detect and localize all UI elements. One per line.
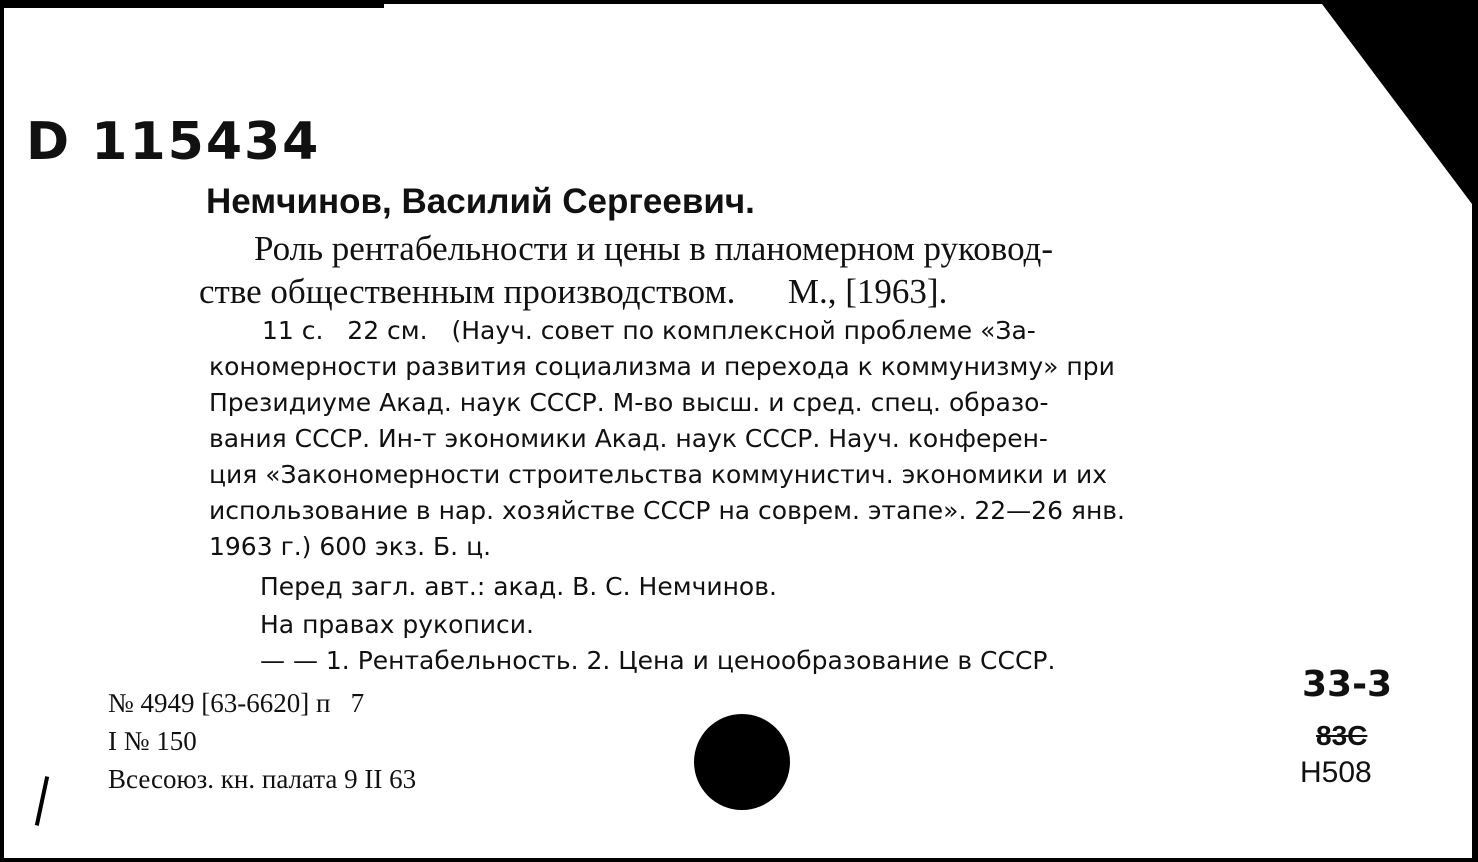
description-line-5: ция «Закономерности строительства коммунистич. экономики и их bbox=[209, 460, 1107, 489]
description-line-4: вания СССР. Ин-т экономики Акад. наук СССР. Науч. конферен- bbox=[209, 424, 1048, 453]
note-author-statement: Перед загл. авт.: акад. В. С. Немчинов. bbox=[260, 572, 777, 601]
punch-hole bbox=[694, 714, 790, 810]
classification-handwritten: 33-3 bbox=[1302, 664, 1393, 705]
title-line-1: Роль рентабельности и цены в планомерном руковод- bbox=[254, 229, 1054, 268]
description-line-6: использование в нар. хозяйстве СССР на соврем. этапе». 22—26 янв. bbox=[209, 496, 1125, 525]
registry-line-3: Всесоюз. кн. палата 9 II 63 bbox=[108, 764, 417, 794]
note-subject-headings: — — 1. Рентабельность. 2. Цена и ценообразование в СССР. bbox=[260, 646, 1056, 675]
description-line-7: 1963 г.) 600 экз. Б. ц. bbox=[209, 532, 492, 561]
shelf-code: Н508 bbox=[1300, 756, 1372, 789]
description-line-2: кономерности развития социализма и перехода к коммунизму» при bbox=[209, 352, 1115, 381]
author-heading: Немчинов, Василий Сергеевич. bbox=[206, 182, 755, 221]
registry-line-1: № 4949 [63-6620] п 7 bbox=[108, 688, 365, 718]
cut-corner bbox=[1322, 4, 1472, 204]
classification-struck: 83С bbox=[1316, 720, 1368, 751]
margin-pen-stroke bbox=[35, 776, 49, 826]
description-line-1: 11 с. 22 см. (Науч. совет по комплексной проблеме «За- bbox=[262, 316, 1036, 345]
top-edge-mark bbox=[4, 4, 384, 8]
title-line-2: стве общественным производством. М., [1963]. bbox=[199, 272, 948, 311]
call-number: D 115434 bbox=[26, 112, 321, 172]
catalog-card bbox=[4, 4, 1472, 858]
description-line-3: Президиуме Акад. наук СССР. М-во высш. и сред. спец. образо- bbox=[209, 388, 1049, 417]
note-manuscript-rights: На правах рукописи. bbox=[260, 610, 534, 639]
registry-line-2: I № 150 bbox=[108, 726, 197, 756]
